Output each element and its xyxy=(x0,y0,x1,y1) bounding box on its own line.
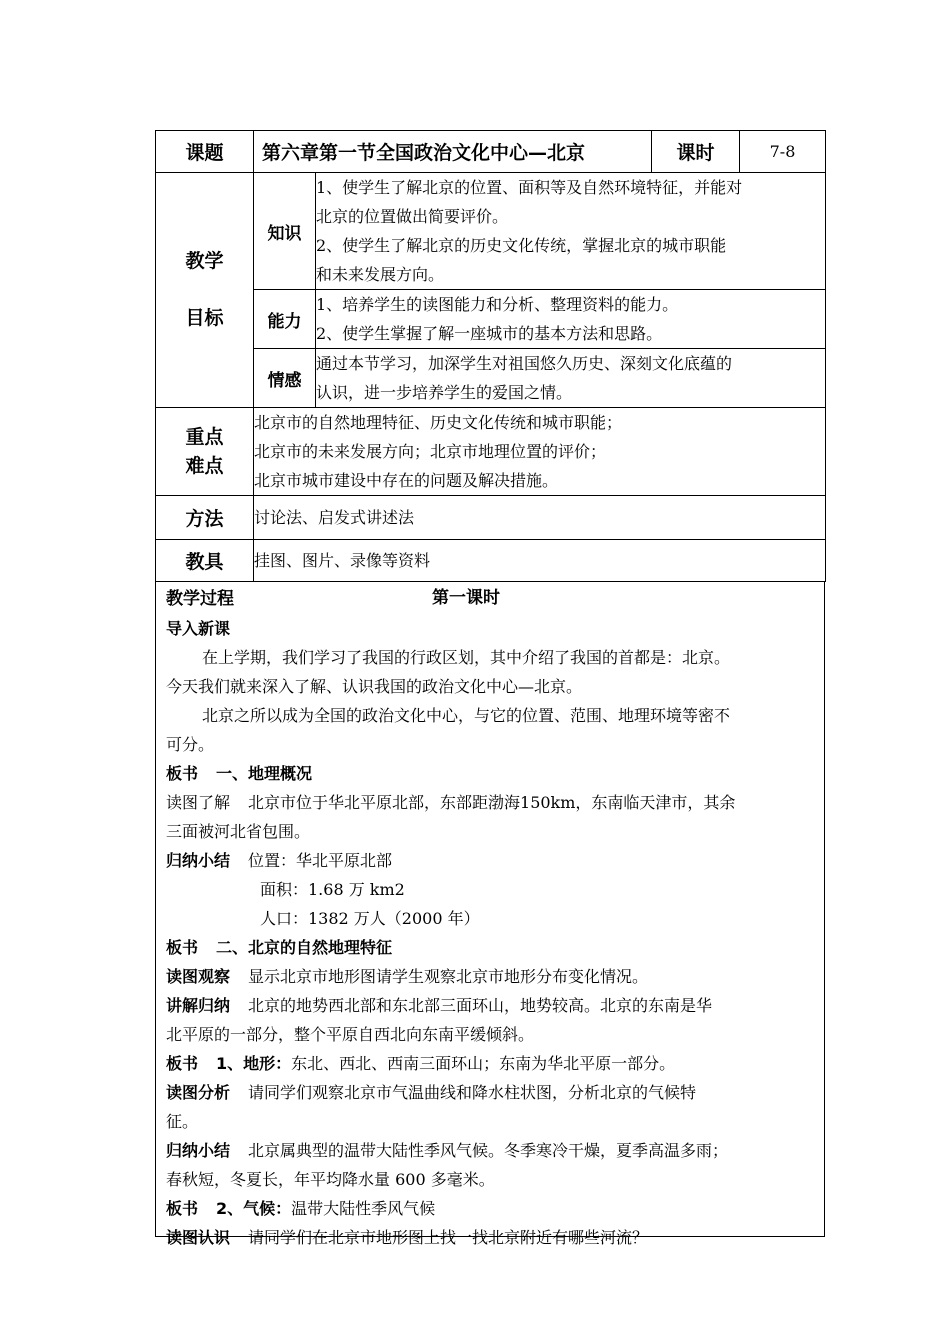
knowledge-label: 知识 xyxy=(254,173,316,290)
observe-line xyxy=(166,962,814,991)
board-note-3 xyxy=(166,1049,814,1078)
topic-value: 第六章第一节全国政治文化中心—北京 xyxy=(254,131,652,173)
analyze-text: 请同学们观察北京市气温曲线和降水柱状图，分析北京的气候特 xyxy=(248,1083,697,1102)
recognize-keyword: 读图认识 xyxy=(166,1228,231,1247)
summary-1 xyxy=(166,846,814,875)
process-title-row xyxy=(166,584,814,614)
session-title: 第一课时 xyxy=(432,588,500,608)
board-text: 温带大陆性季风气候 xyxy=(291,1199,436,1218)
emotion-line: 通过本节学习，加深学生对祖国悠久历史、深刻文化底蕴的 xyxy=(316,354,733,373)
method-label: 方法 xyxy=(156,496,254,540)
hours-label: 课时 xyxy=(652,131,740,173)
board-keyword: 板书 xyxy=(166,938,199,957)
tools-value: 挂图、图片、录像等资料 xyxy=(254,540,826,582)
board-subheading: 1、地形： xyxy=(216,1054,292,1073)
summary-population: 人口：1382 万人（2000 年） xyxy=(260,909,480,928)
process-title: 教学过程 xyxy=(166,589,234,609)
method-value: 讨论法、启发式讲述法 xyxy=(254,496,826,540)
recognize-line xyxy=(166,1223,814,1252)
objectives-label-line2: 目标 xyxy=(185,307,224,329)
key-point-line: 北京市的自然地理特征、历史文化传统和城市职能； xyxy=(254,413,623,432)
emotion-row xyxy=(156,349,826,408)
lesson-plan-table xyxy=(155,130,826,582)
analyze-keyword: 读图分析 xyxy=(166,1083,231,1102)
hours-value: 7-8 xyxy=(740,131,826,173)
knowledge-line: 和未来发展方向。 xyxy=(316,265,445,284)
read-map-line: 三面被河北省包围。 xyxy=(166,822,311,841)
objectives-label xyxy=(156,173,254,408)
knowledge-line: 北京的位置做出简要评价。 xyxy=(316,207,509,226)
ability-row xyxy=(156,290,826,349)
header-row xyxy=(156,131,826,173)
summary-text: 北京属典型的温带大陆性季风气候。冬季寒冷干燥，夏季高温多雨； xyxy=(248,1141,729,1160)
intro-paragraph-line: 在上学期，我们学习了我国的行政区划，其中介绍了我国的首都是：北京。 xyxy=(202,648,731,667)
board-heading: 二、北京的自然地理特征 xyxy=(216,938,393,957)
lesson-plan-page xyxy=(155,130,825,1247)
knowledge-line: 1、使学生了解北京的位置、面积等及自然环境特征，并能对 xyxy=(316,178,743,197)
summary-2 xyxy=(166,1136,814,1165)
key-points-row xyxy=(156,408,826,496)
observe-keyword: 读图观察 xyxy=(166,967,231,986)
intro-heading: 导入新课 xyxy=(166,619,231,638)
knowledge-row xyxy=(156,173,826,290)
board-note-4 xyxy=(166,1194,814,1223)
board-keyword: 板书 xyxy=(166,1054,199,1073)
explain-line: 北平原的一部分，整个平原自西北向东南平缓倾斜。 xyxy=(166,1025,535,1044)
analyze-line: 征。 xyxy=(166,1112,199,1131)
board-keyword: 板书 xyxy=(166,1199,199,1218)
board-note-2 xyxy=(166,933,814,962)
key-points-label-line1: 重点 xyxy=(185,425,224,448)
tools-row xyxy=(156,540,826,582)
read-map-keyword: 读图了解 xyxy=(166,793,231,812)
observe-text: 显示北京市地形图请学生观察北京市地形分布变化情况。 xyxy=(248,967,649,986)
key-point-line: 北京市的未来发展方向；北京市地理位置的评价； xyxy=(254,442,607,461)
knowledge-line: 2、使学生了解北京的历史文化传统，掌握北京的城市职能 xyxy=(316,236,727,255)
board-note-1 xyxy=(166,759,814,788)
summary-keyword: 归纳小结 xyxy=(166,851,231,870)
intro-paragraph-line: 北京之所以成为全国的政治文化中心，与它的位置、范围、地理环境等密不 xyxy=(202,706,731,725)
summary-keyword: 归纳小结 xyxy=(166,1141,231,1160)
explain-keyword: 讲解归纳 xyxy=(166,996,231,1015)
intro-paragraph-line: 可分。 xyxy=(166,735,215,754)
tools-label: 教具 xyxy=(156,540,254,582)
key-points-label-line2: 难点 xyxy=(185,454,224,477)
key-point-line: 北京市城市建设中存在的问题及解决措施。 xyxy=(254,471,559,490)
key-points-label xyxy=(156,408,254,496)
ability-text xyxy=(316,290,826,349)
ability-line: 1、培养学生的读图能力和分析、整理资料的能力。 xyxy=(316,295,679,314)
emotion-label: 情感 xyxy=(254,349,316,408)
board-subheading: 2、气候： xyxy=(216,1199,292,1218)
emotion-line: 认识，进一步培养学生的爱国之情。 xyxy=(316,383,573,402)
explain-text: 北京的地势西北部和东北部三面环山，地势较高。北京的东南是华 xyxy=(248,996,713,1015)
knowledge-text xyxy=(316,173,826,290)
board-heading: 一、地理概况 xyxy=(216,764,313,783)
method-row xyxy=(156,496,826,540)
summary-area: 面积：1.68 万 km2 xyxy=(260,880,405,899)
analyze-line xyxy=(166,1078,814,1107)
ability-line: 2、使学生掌握了解一座城市的基本方法和思路。 xyxy=(316,324,663,343)
recognize-text: 请同学们在北京市地形图上找一找北京附近有哪些河流？ xyxy=(248,1228,649,1247)
explain-line xyxy=(166,991,814,1020)
board-keyword: 板书 xyxy=(166,764,199,783)
key-points-text xyxy=(254,408,826,496)
summary-text: 春秋短，冬夏长，年平均降水量 600 多毫米。 xyxy=(166,1170,495,1189)
topic-label: 课题 xyxy=(156,131,254,173)
summary-position: 位置：华北平原北部 xyxy=(248,851,393,870)
teaching-process xyxy=(155,582,825,1247)
read-map-text: 北京市位于华北平原北部，东部距渤海150km，东南临天津市，其余 xyxy=(248,793,736,812)
board-text: 东北、西北、西南三面环山；东南为华北平原一部分。 xyxy=(291,1054,676,1073)
read-map-line xyxy=(166,788,814,817)
emotion-text xyxy=(316,349,826,408)
ability-label: 能力 xyxy=(254,290,316,349)
objectives-label-line1: 教学 xyxy=(185,250,224,272)
intro-paragraph-line: 今天我们就来深入了解、认识我国的政治文化中心—北京。 xyxy=(166,677,583,696)
